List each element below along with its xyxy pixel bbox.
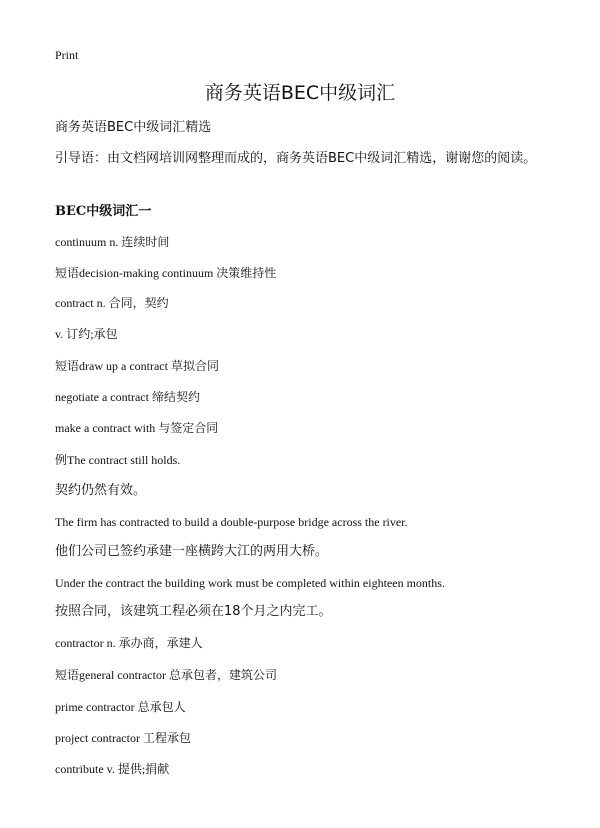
document-title: 商务英语BEC中级词汇: [204, 82, 396, 104]
intro-paragraph: 引导语：由文档网培训网整理而成的，商务英语BEC中级词汇精选，谢谢您的阅读。: [55, 151, 537, 166]
section-heading: BEC中级词汇一: [55, 204, 152, 219]
vocab-line: make a contract with 与签定合同: [55, 421, 219, 435]
vocab-line: v. 订约;承包: [55, 327, 118, 341]
translation-line: 按照合同，该建筑工程必须在18个月之内完工。: [55, 604, 332, 619]
example-line: 例The contract still holds.: [55, 453, 181, 467]
translation-line: 他们公司已签约承建一座横跨大江的两用大桥。: [55, 544, 329, 559]
example-line: Under the contract the building work must be completed within eighteen months.: [55, 576, 445, 590]
translation-line: 契约仍然有效。: [55, 483, 147, 498]
vocab-line: contract n. 合同，契约: [55, 296, 169, 310]
vocab-line: contractor n. 承办商，承建人: [55, 636, 203, 650]
vocab-line: contribute v. 提供;捐献: [55, 762, 170, 776]
vocab-line: prime contractor 总承包人: [55, 700, 186, 714]
vocab-line: project contractor 工程承包: [55, 731, 191, 745]
vocab-line: continuum n. 连续时间: [55, 235, 170, 249]
example-line: The firm has contracted to build a double-purpose bridge across the river.: [55, 515, 408, 529]
vocab-line: negotiate a contract 缔结契约: [55, 390, 200, 404]
vocab-line: 短语draw up a contract 草拟合同: [55, 359, 219, 373]
document-subtitle: 商务英语BEC中级词汇精选: [55, 120, 212, 135]
vocab-line: 短语decision-making continuum 决策维持性: [55, 266, 277, 280]
print-link[interactable]: Print: [55, 48, 79, 62]
vocab-line: 短语general contractor 总承包者，建筑公司: [55, 668, 277, 682]
